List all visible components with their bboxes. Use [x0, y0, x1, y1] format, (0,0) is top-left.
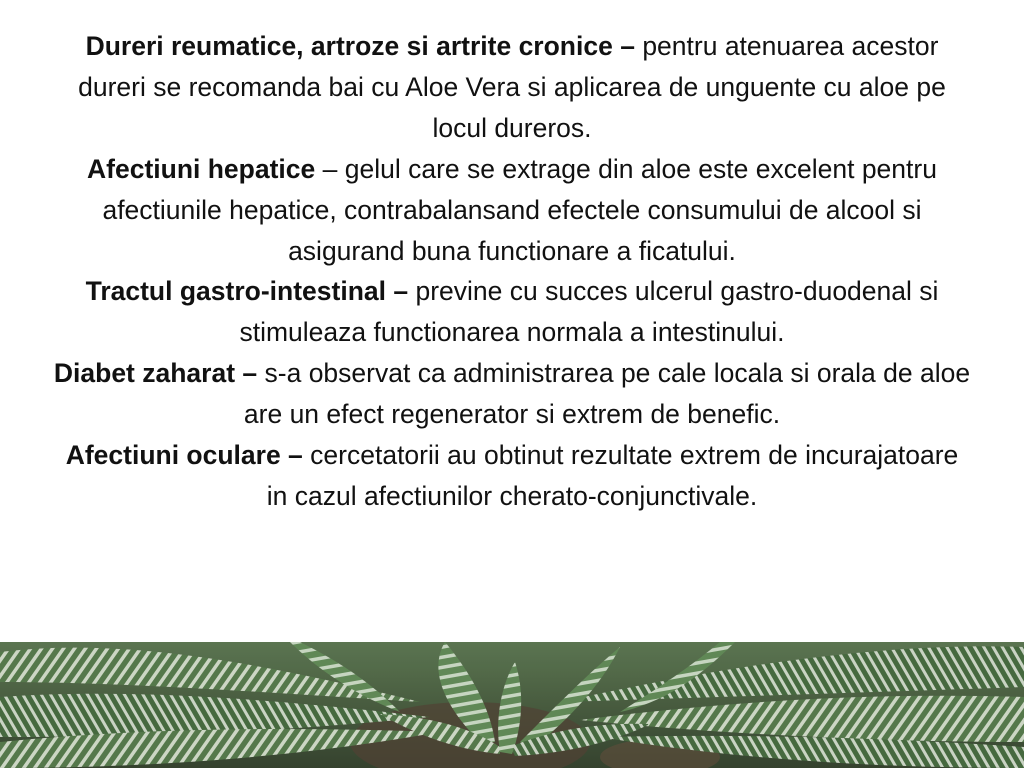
heading-gastro: Tractul gastro-intestinal – [85, 276, 409, 307]
heading-rheumatic-pain: Dureri reumatice, artroze si artrite cronice – [85, 31, 635, 61]
paragraph-hepatic [52, 149, 972, 272]
body-hepatic: – gelul care se extrage din aloe este excelent pentru afectiunile hepatice, contrabalansand efectele consumului de alcool si asigurand buna functionare a ficatului. [102, 153, 937, 266]
text-block [52, 26, 972, 517]
body-gastro: previne cu succes ulcerul gastro-duodenal si stimuleaza functionarea normala a intestinului. [239, 276, 939, 348]
body-diabetes: s-a observat ca administrarea pe cale locala si orala de aloe are un efect regenerator si extrem de benefic. [243, 358, 971, 430]
heading-diabetes: Diabet zaharat – [53, 358, 258, 389]
paragraph-ocular [52, 435, 972, 517]
paragraph-gastro [52, 271, 972, 353]
aloe-plant-illustration [0, 642, 1024, 768]
heading-ocular: Afectiuni oculare – [65, 440, 303, 471]
body-rheumatic-pain: pentru atenuarea acestor dureri se recomanda bai cu Aloe Vera si aplicarea de unguente cu aloe pe locul dureros. [78, 31, 946, 143]
heading-hepatic: Afectiuni hepatice [87, 153, 316, 184]
paragraph-rheumatic-pain [52, 26, 972, 149]
aloe-plant-photo [0, 642, 1024, 768]
paragraph-diabetes [52, 353, 972, 435]
body-ocular: cercetatorii au obtinut rezultate extrem de incurajatoare in cazul afectiunilor cherato-conjunctivale. [266, 440, 959, 511]
